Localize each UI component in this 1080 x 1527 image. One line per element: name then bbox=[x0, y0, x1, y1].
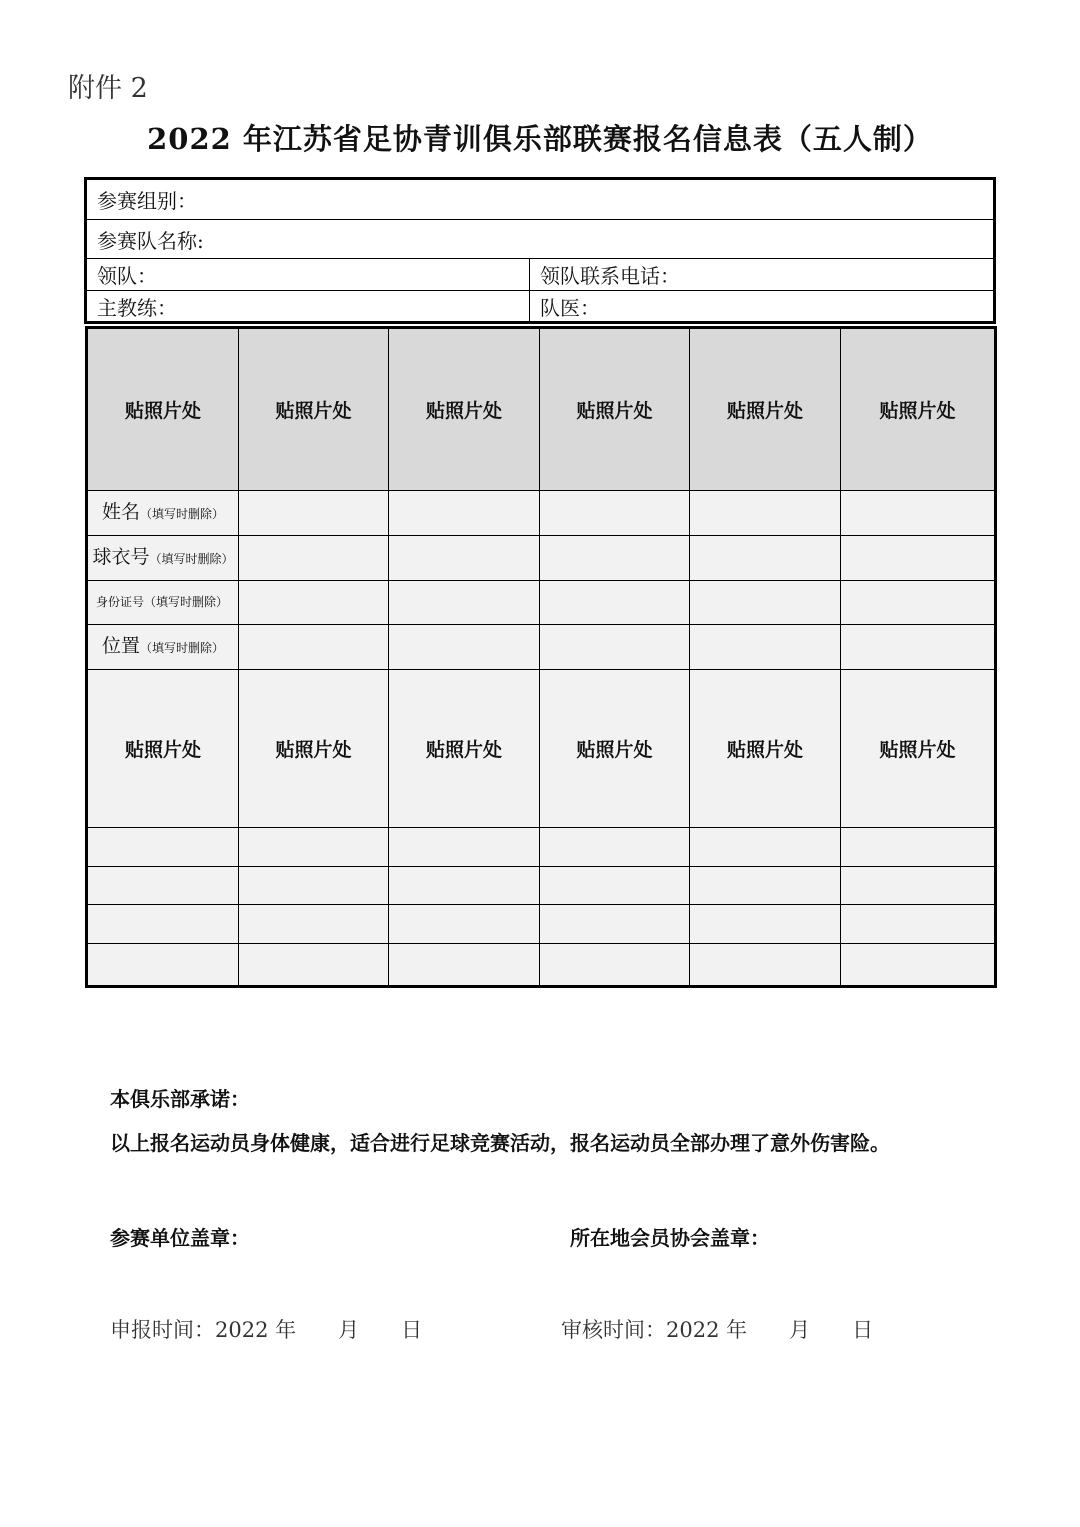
photo-slot[interactable]: 贴照片处 bbox=[540, 329, 690, 491]
position-label-note: （填写时删除） bbox=[140, 641, 225, 656]
player-grid bbox=[85, 326, 997, 988]
blank-cell[interactable] bbox=[690, 944, 841, 985]
id-cell[interactable] bbox=[690, 581, 841, 625]
blank-cell[interactable] bbox=[841, 867, 994, 905]
form-title: 2022 年江苏省足协青训俱乐部联赛报名信息表（五人制） bbox=[147, 122, 933, 156]
blank-row bbox=[88, 944, 994, 985]
name-cell[interactable] bbox=[690, 491, 841, 536]
photo-slot[interactable]: 贴照片处 bbox=[841, 670, 994, 828]
blank-cell[interactable] bbox=[690, 905, 841, 944]
promise-text: 以上报名运动员身体健康，适合进行足球竞赛活动，报名运动员全部办理了意外伤害险。 bbox=[110, 1131, 890, 1155]
blank-row bbox=[88, 828, 994, 867]
position-label-main: 位置 bbox=[101, 635, 140, 658]
photo-slot[interactable]: 贴照片处 bbox=[88, 329, 239, 491]
id-label bbox=[88, 581, 239, 625]
team-info-table bbox=[84, 177, 996, 324]
id-cell[interactable] bbox=[389, 581, 540, 625]
blank-row bbox=[88, 867, 994, 905]
jersey-label bbox=[88, 536, 239, 581]
blank-cell[interactable] bbox=[389, 867, 540, 905]
submit-date: 申报时间：2022 年 月 日 bbox=[110, 1318, 423, 1342]
photo-slot[interactable]: 贴照片处 bbox=[88, 670, 239, 828]
id-label-text: 身份证号（填写时删除） bbox=[96, 595, 229, 610]
name-cell[interactable] bbox=[841, 491, 994, 536]
blank-cell[interactable] bbox=[841, 828, 994, 867]
name-cell[interactable] bbox=[540, 491, 690, 536]
jersey-label-main: 球衣号 bbox=[92, 546, 150, 569]
photo-slot[interactable]: 贴照片处 bbox=[841, 329, 994, 491]
blank-cell[interactable] bbox=[88, 828, 239, 867]
blank-cell[interactable] bbox=[540, 944, 690, 985]
blank-cell[interactable] bbox=[690, 828, 841, 867]
promise-heading: 本俱乐部承诺： bbox=[110, 1087, 250, 1111]
coach-field[interactable]: 主教练： bbox=[97, 295, 177, 320]
blank-cell[interactable] bbox=[540, 867, 690, 905]
id-cell[interactable] bbox=[540, 581, 690, 625]
position-label bbox=[88, 625, 239, 670]
attachment-label: 附件 2 bbox=[68, 73, 148, 104]
team-seal-label: 参赛单位盖章： bbox=[110, 1226, 250, 1250]
blank-cell[interactable] bbox=[239, 828, 389, 867]
name-cell[interactable] bbox=[389, 491, 540, 536]
photo-slot[interactable]: 贴照片处 bbox=[540, 670, 690, 828]
info-row-team bbox=[87, 220, 993, 259]
blank-cell[interactable] bbox=[88, 944, 239, 985]
position-cell[interactable] bbox=[690, 625, 841, 670]
info-row-leader bbox=[87, 259, 993, 291]
position-cell[interactable] bbox=[389, 625, 540, 670]
blank-row bbox=[88, 905, 994, 944]
id-cell[interactable] bbox=[841, 581, 994, 625]
position-row bbox=[88, 625, 994, 670]
jersey-label-note: （填写时删除） bbox=[149, 552, 234, 567]
position-cell[interactable] bbox=[841, 625, 994, 670]
photo-slot[interactable]: 贴照片处 bbox=[389, 670, 540, 828]
review-date: 审核时间：2022 年 月 日 bbox=[561, 1318, 874, 1342]
jersey-row bbox=[88, 536, 994, 581]
photo-row-1 bbox=[88, 329, 994, 491]
name-row bbox=[88, 491, 994, 536]
blank-cell[interactable] bbox=[540, 828, 690, 867]
name-label bbox=[88, 491, 239, 536]
blank-cell[interactable] bbox=[389, 905, 540, 944]
position-cell[interactable] bbox=[540, 625, 690, 670]
association-seal-label: 所在地会员协会盖章： bbox=[570, 1226, 770, 1250]
leader-phone-field[interactable]: 领队联系电话： bbox=[540, 264, 680, 288]
blank-cell[interactable] bbox=[88, 905, 239, 944]
team-name-field[interactable]: 参赛队名称: bbox=[97, 228, 204, 253]
jersey-cell[interactable] bbox=[239, 536, 389, 581]
jersey-cell[interactable] bbox=[841, 536, 994, 581]
photo-slot[interactable]: 贴照片处 bbox=[690, 670, 841, 828]
photo-slot[interactable]: 贴照片处 bbox=[389, 329, 540, 491]
photo-slot[interactable]: 贴照片处 bbox=[239, 670, 389, 828]
jersey-cell[interactable] bbox=[540, 536, 690, 581]
doctor-field[interactable]: 队医： bbox=[540, 295, 600, 320]
photo-slot[interactable]: 贴照片处 bbox=[690, 329, 841, 491]
blank-cell[interactable] bbox=[389, 944, 540, 985]
photo-slot[interactable]: 贴照片处 bbox=[239, 329, 389, 491]
blank-cell[interactable] bbox=[389, 828, 540, 867]
id-row bbox=[88, 581, 994, 625]
jersey-cell[interactable] bbox=[690, 536, 841, 581]
name-cell[interactable] bbox=[239, 491, 389, 536]
position-cell[interactable] bbox=[239, 625, 389, 670]
name-label-main: 姓名 bbox=[101, 501, 140, 524]
info-row-coach bbox=[87, 291, 993, 321]
info-row-group bbox=[87, 180, 993, 220]
blank-cell[interactable] bbox=[88, 867, 239, 905]
leader-field[interactable]: 领队： bbox=[97, 264, 157, 288]
blank-cell[interactable] bbox=[239, 944, 389, 985]
blank-cell[interactable] bbox=[540, 905, 690, 944]
jersey-cell[interactable] bbox=[389, 536, 540, 581]
name-label-note: （填写时删除） bbox=[140, 507, 225, 522]
group-field[interactable]: 参赛组别： bbox=[97, 189, 197, 213]
blank-cell[interactable] bbox=[841, 905, 994, 944]
blank-cell[interactable] bbox=[690, 867, 841, 905]
blank-cell[interactable] bbox=[239, 905, 389, 944]
blank-cell[interactable] bbox=[239, 867, 389, 905]
photo-row-2 bbox=[88, 670, 994, 828]
id-cell[interactable] bbox=[239, 581, 389, 625]
blank-cell[interactable] bbox=[841, 944, 994, 985]
